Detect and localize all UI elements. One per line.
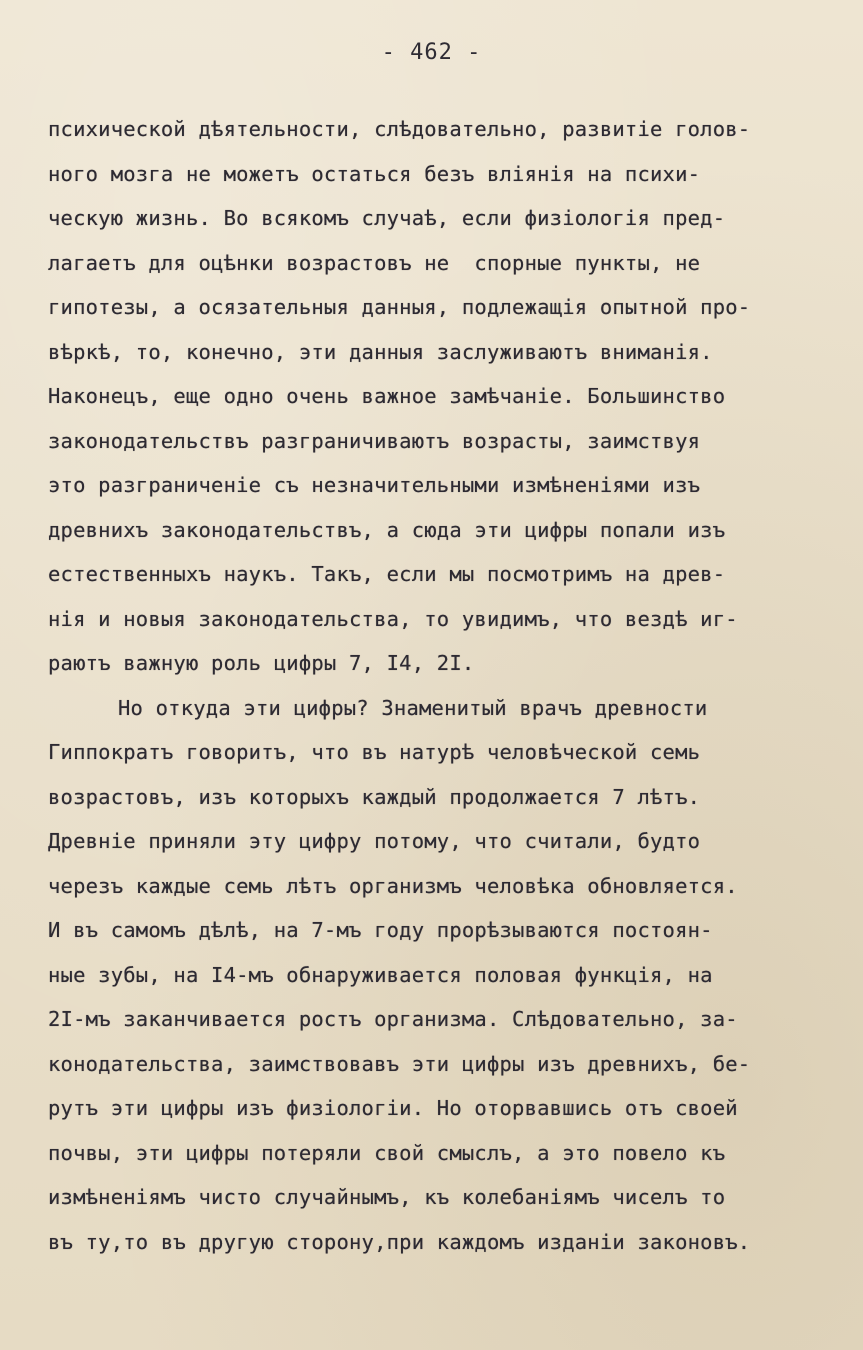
paragraph-start-line: Но откуда эти цифры? Знаменитый врачъ древности xyxy=(118,695,708,720)
text-line: естественныхъ наукъ. Такъ, если мы посмотримъ на древ- xyxy=(48,562,726,586)
text-line: черезъ каждые семь лѣтъ организмъ человѣка обновляется. xyxy=(48,873,738,898)
text-line: древнихъ законодательствъ, а сюда эти цифры попали изъ xyxy=(48,517,726,542)
text-line: почвы, эти цифры потеряли свой смыслъ, а это повело къ xyxy=(48,1140,726,1165)
text-line: рутъ эти цифры изъ физіологіи. Но оторвавшись отъ своей xyxy=(48,1096,738,1120)
text-line: ные зубы, на I4-мъ обнаруживается половая функція, на xyxy=(48,962,713,987)
text-line: 2I-мъ заканчивается ростъ организма. Слѣдовательно, за- xyxy=(48,1007,738,1031)
text-line: возрастовъ, изъ которыхъ каждый продолжается 7 лѣтъ. xyxy=(48,784,701,809)
page-number: - 462 - xyxy=(381,40,482,65)
text-line: Древніе приняли эту цифру потому, что считали, будто xyxy=(48,829,701,853)
text-line: конодательства, заимствовавъ эти цифры изъ древнихъ, бе- xyxy=(48,1051,751,1076)
text-line: законодательствъ разграничиваютъ возрасты, заимствуя xyxy=(48,428,701,453)
text-line: раютъ важную роль цифры 7, I4, 2I. xyxy=(48,651,475,675)
text-line: вѣркѣ, то, конечно, эти данныя заслуживаютъ вниманія. xyxy=(48,339,713,364)
text-line: ного мозга не можетъ остаться безъ вліянія на психи- xyxy=(48,161,701,186)
text-line: Наконецъ, еще одно очень важное замѣчаніе. Большинство xyxy=(48,384,726,408)
body-text xyxy=(48,107,848,1264)
text-line: Гиппократъ говоритъ, что въ натурѣ человѣческой семь xyxy=(48,740,701,764)
text-line: лагаетъ для оцѣнки возрастовъ не спорные пункты, не xyxy=(48,250,701,275)
text-line: измѣненіямъ чисто случайнымъ, къ колебаніямъ чиселъ то xyxy=(48,1185,726,1209)
text-line: ческую жизнь. Во всякомъ случаѣ, если физіологія пред- xyxy=(48,206,726,230)
text-line: это разграниченіе съ незначительными измѣненіями изъ xyxy=(48,473,701,497)
text-line: гипотезы, а осязательныя данныя, подлежащія опытной про- xyxy=(48,295,751,319)
text-line: въ ту,то въ другую сторону,при каждомъ изданіи законовъ. xyxy=(48,1229,751,1254)
text-line: И въ самомъ дѣлѣ, на 7-мъ году прорѣзываются постоян- xyxy=(48,918,713,942)
text-line: нія и новыя законодательства, то увидимъ, что вездѣ иг- xyxy=(48,606,738,631)
text-line: психической дѣятельности, слѣдовательно, развитіе голов- xyxy=(48,117,751,141)
